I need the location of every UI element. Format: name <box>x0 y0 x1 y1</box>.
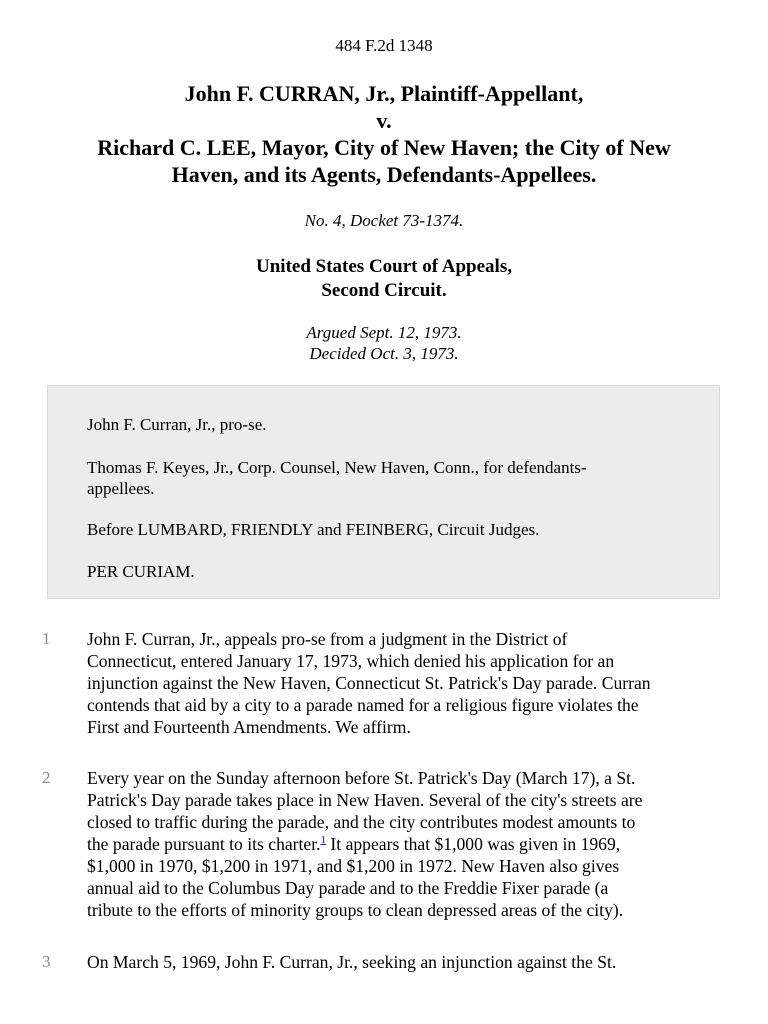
caption-defendants-line2: Haven, and its Agents, Defendants-Appellees. <box>171 162 597 187</box>
judges-panel: Before LUMBARD, FRIENDLY and FEINBERG, Circuit Judges. <box>87 520 540 539</box>
paragraph-line: On March 5, 1969, John F. Curran, Jr., seeking an injunction against the St. <box>87 952 617 972</box>
paragraph-line: First and Fourteenth Amendments. We affirm. <box>87 717 411 737</box>
decided-date: Decided Oct. 3, 1973. <box>309 344 459 363</box>
caption-defendants-line1: Richard C. LEE, Mayor, City of New Haven; the City of New <box>97 135 671 160</box>
paragraph-line: John F. Curran, Jr., appeals pro-se from a judgment in the District of <box>87 629 568 649</box>
appellees-counsel-line1: Thomas F. Keyes, Jr., Corp. Counsel, New Haven, Conn., for defendants- <box>87 458 587 477</box>
paragraph-number: 3 <box>42 952 51 971</box>
paragraph-line: Every year on the Sunday afternoon before St. Patrick's Day (March 17), a St. <box>87 768 636 788</box>
paragraph-text <box>87 628 727 738</box>
argued-date: Argued Sept. 12, 1973. <box>306 323 462 342</box>
paragraph-line: tribute to the efforts of minority groups to clean depressed areas of the city). <box>87 900 624 920</box>
paragraph-text <box>87 767 727 921</box>
paragraph-line: closed to traffic during the parade, and the city contributes modest amounts to <box>87 812 636 832</box>
paragraph-number: 2 <box>42 768 51 787</box>
court-name-line2: Second Circuit. <box>321 280 447 301</box>
paragraph-line: Patrick's Day parade takes place in New Haven. Several of the city's streets are <box>87 790 643 810</box>
appellees-counsel-line2: appellees. <box>87 479 155 498</box>
court-name-line1: United States Court of Appeals, <box>256 256 512 277</box>
counsel-box <box>47 385 720 599</box>
paragraph-text <box>87 951 727 973</box>
paragraph-line: annual aid to the Columbus Day parade and to the Freddie Fixer parade (a <box>87 878 609 898</box>
paragraph-line: contends that aid by a city to a parade named for a religious figure violates the <box>87 695 639 715</box>
footnote-link[interactable]: 1 <box>320 834 327 847</box>
paragraph-line-start: the parade pursuant to its charter. <box>87 834 321 854</box>
paragraph-line-tail: It appears that $1,000 was given in 1969, <box>326 834 621 854</box>
paragraph-line: Connecticut, entered January 17, 1973, which denied his application for an <box>87 651 615 671</box>
court-name <box>0 255 768 303</box>
paragraph-line: injunction against the New Haven, Connecticut St. Patrick's Day parade. Curran <box>87 673 651 693</box>
paragraph-line-with-footnote <box>87 833 727 855</box>
decision-dates <box>0 322 768 364</box>
caption-plaintiff: John F. CURRAN, Jr., Plaintiff-Appellant, <box>184 81 584 106</box>
citation: 484 F.2d 1348 <box>335 36 433 55</box>
appellees-counsel <box>87 457 687 499</box>
case-caption <box>40 80 728 188</box>
docket-number: No. 4, Docket 73-1374. <box>304 211 464 230</box>
paragraph-line: $1,000 in 1970, $1,200 in 1971, and $1,200 in 1972. New Haven also gives <box>87 856 620 876</box>
per-curiam: PER CURIAM. <box>87 562 195 581</box>
paragraph-number: 1 <box>42 629 51 648</box>
caption-versus: v. <box>376 108 392 133</box>
appellant-counsel: John F. Curran, Jr., pro-se. <box>87 415 267 434</box>
